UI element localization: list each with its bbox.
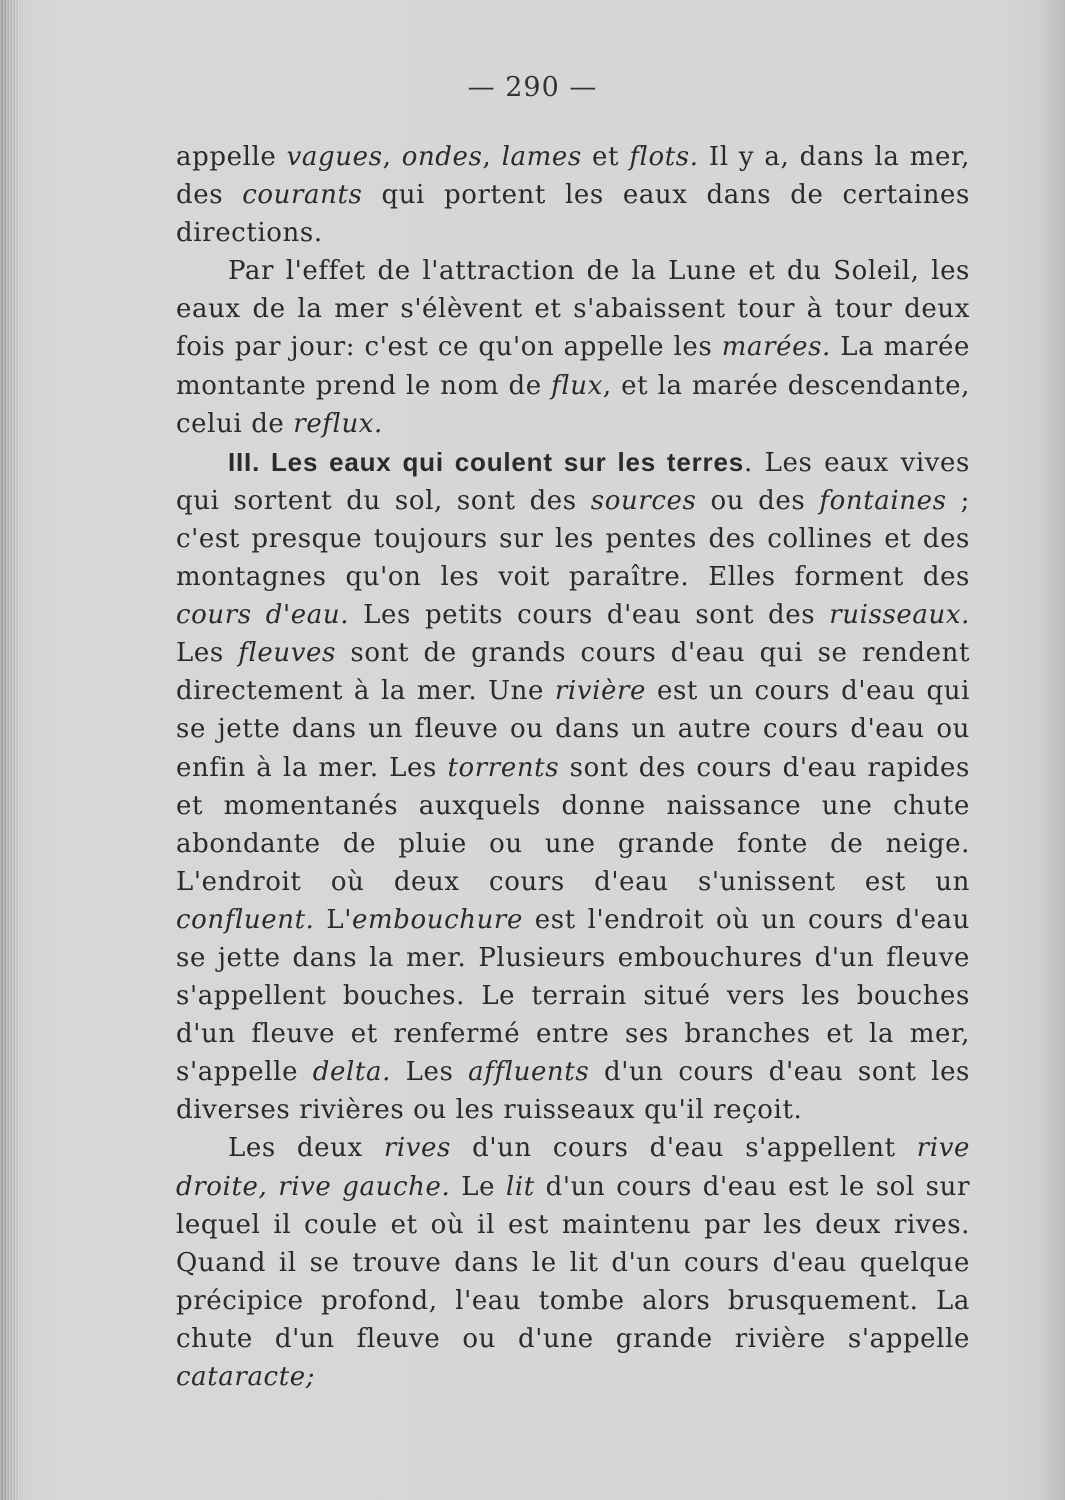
paragraph-1: appelle vagues, ondes, lames et flots. Il y a, dans la mer, des courants qui portent les eaux dans de certaines directions. xyxy=(176,142,971,249)
paragraph-4: Les deux rives d'un cours d'eau s'appellent rive droite, rive gauche. Le lit d'un cours d'eau est le sol sur lequel il coule et où il est maintenu par les deux rives. Quand il se trouve dans le lit d'un cours d'eau quelque précipice profond, l'eau tombe alors brusquement. La chute d'un fleuve ou d'une grande rivière s'appelle cataracte; xyxy=(176,1133,970,1392)
paragraph-3: III. Les eaux qui coulent sur les terres. Les eaux vives qui sortent du sol, sont des sources ou des fontaines ; c'est presque toujours sur les pentes des collines et des montagnes qu'on les voit paraître. Elles forment des cours d'eau. Les petits cours d'eau sont des ruisseaux. Les fleuves sont de grands cours d'eau qui se rendent directement à la mer. Une rivière est un cours d'eau qui se jette dans un fleuve ou dans un autre cours d'eau ou enfin à la mer. Les torrents sont des cours d'eau rapides et momentanés auxquels donne naissance une chute abondante de pluie ou une grande fonte de neige. L'endroit où deux cours d'eau s'unissent est un confluent. L'embouchure est l'endroit où un cours d'eau se jette dans la mer. Plusieurs embouchures d'un fleuve s'appellent bouches. Le terrain situé vers les bouches d'un fleuve et renfermé entre ses branches et la mer, s'appelle delta. Les affluents d'un cours d'eau sont les diverses rivières ou les ruisseaux qu'il reçoit. xyxy=(176,446,971,1126)
body-text xyxy=(176,138,970,1396)
page-number: — 290 — xyxy=(467,72,598,103)
section-heading: III. Les eaux qui coulent sur les terres xyxy=(228,446,744,477)
paragraph-2: Par l'effet de l'attraction de la Lune et du Soleil, les eaux de la mer s'élèvent et s'abaissent tour à tour deux fois par jour: c'est ce qu'on appelle les marées. La marée montante prend le nom de flux, et la marée descendante, celui de reflux. xyxy=(176,256,971,439)
page-edge xyxy=(0,0,20,1500)
